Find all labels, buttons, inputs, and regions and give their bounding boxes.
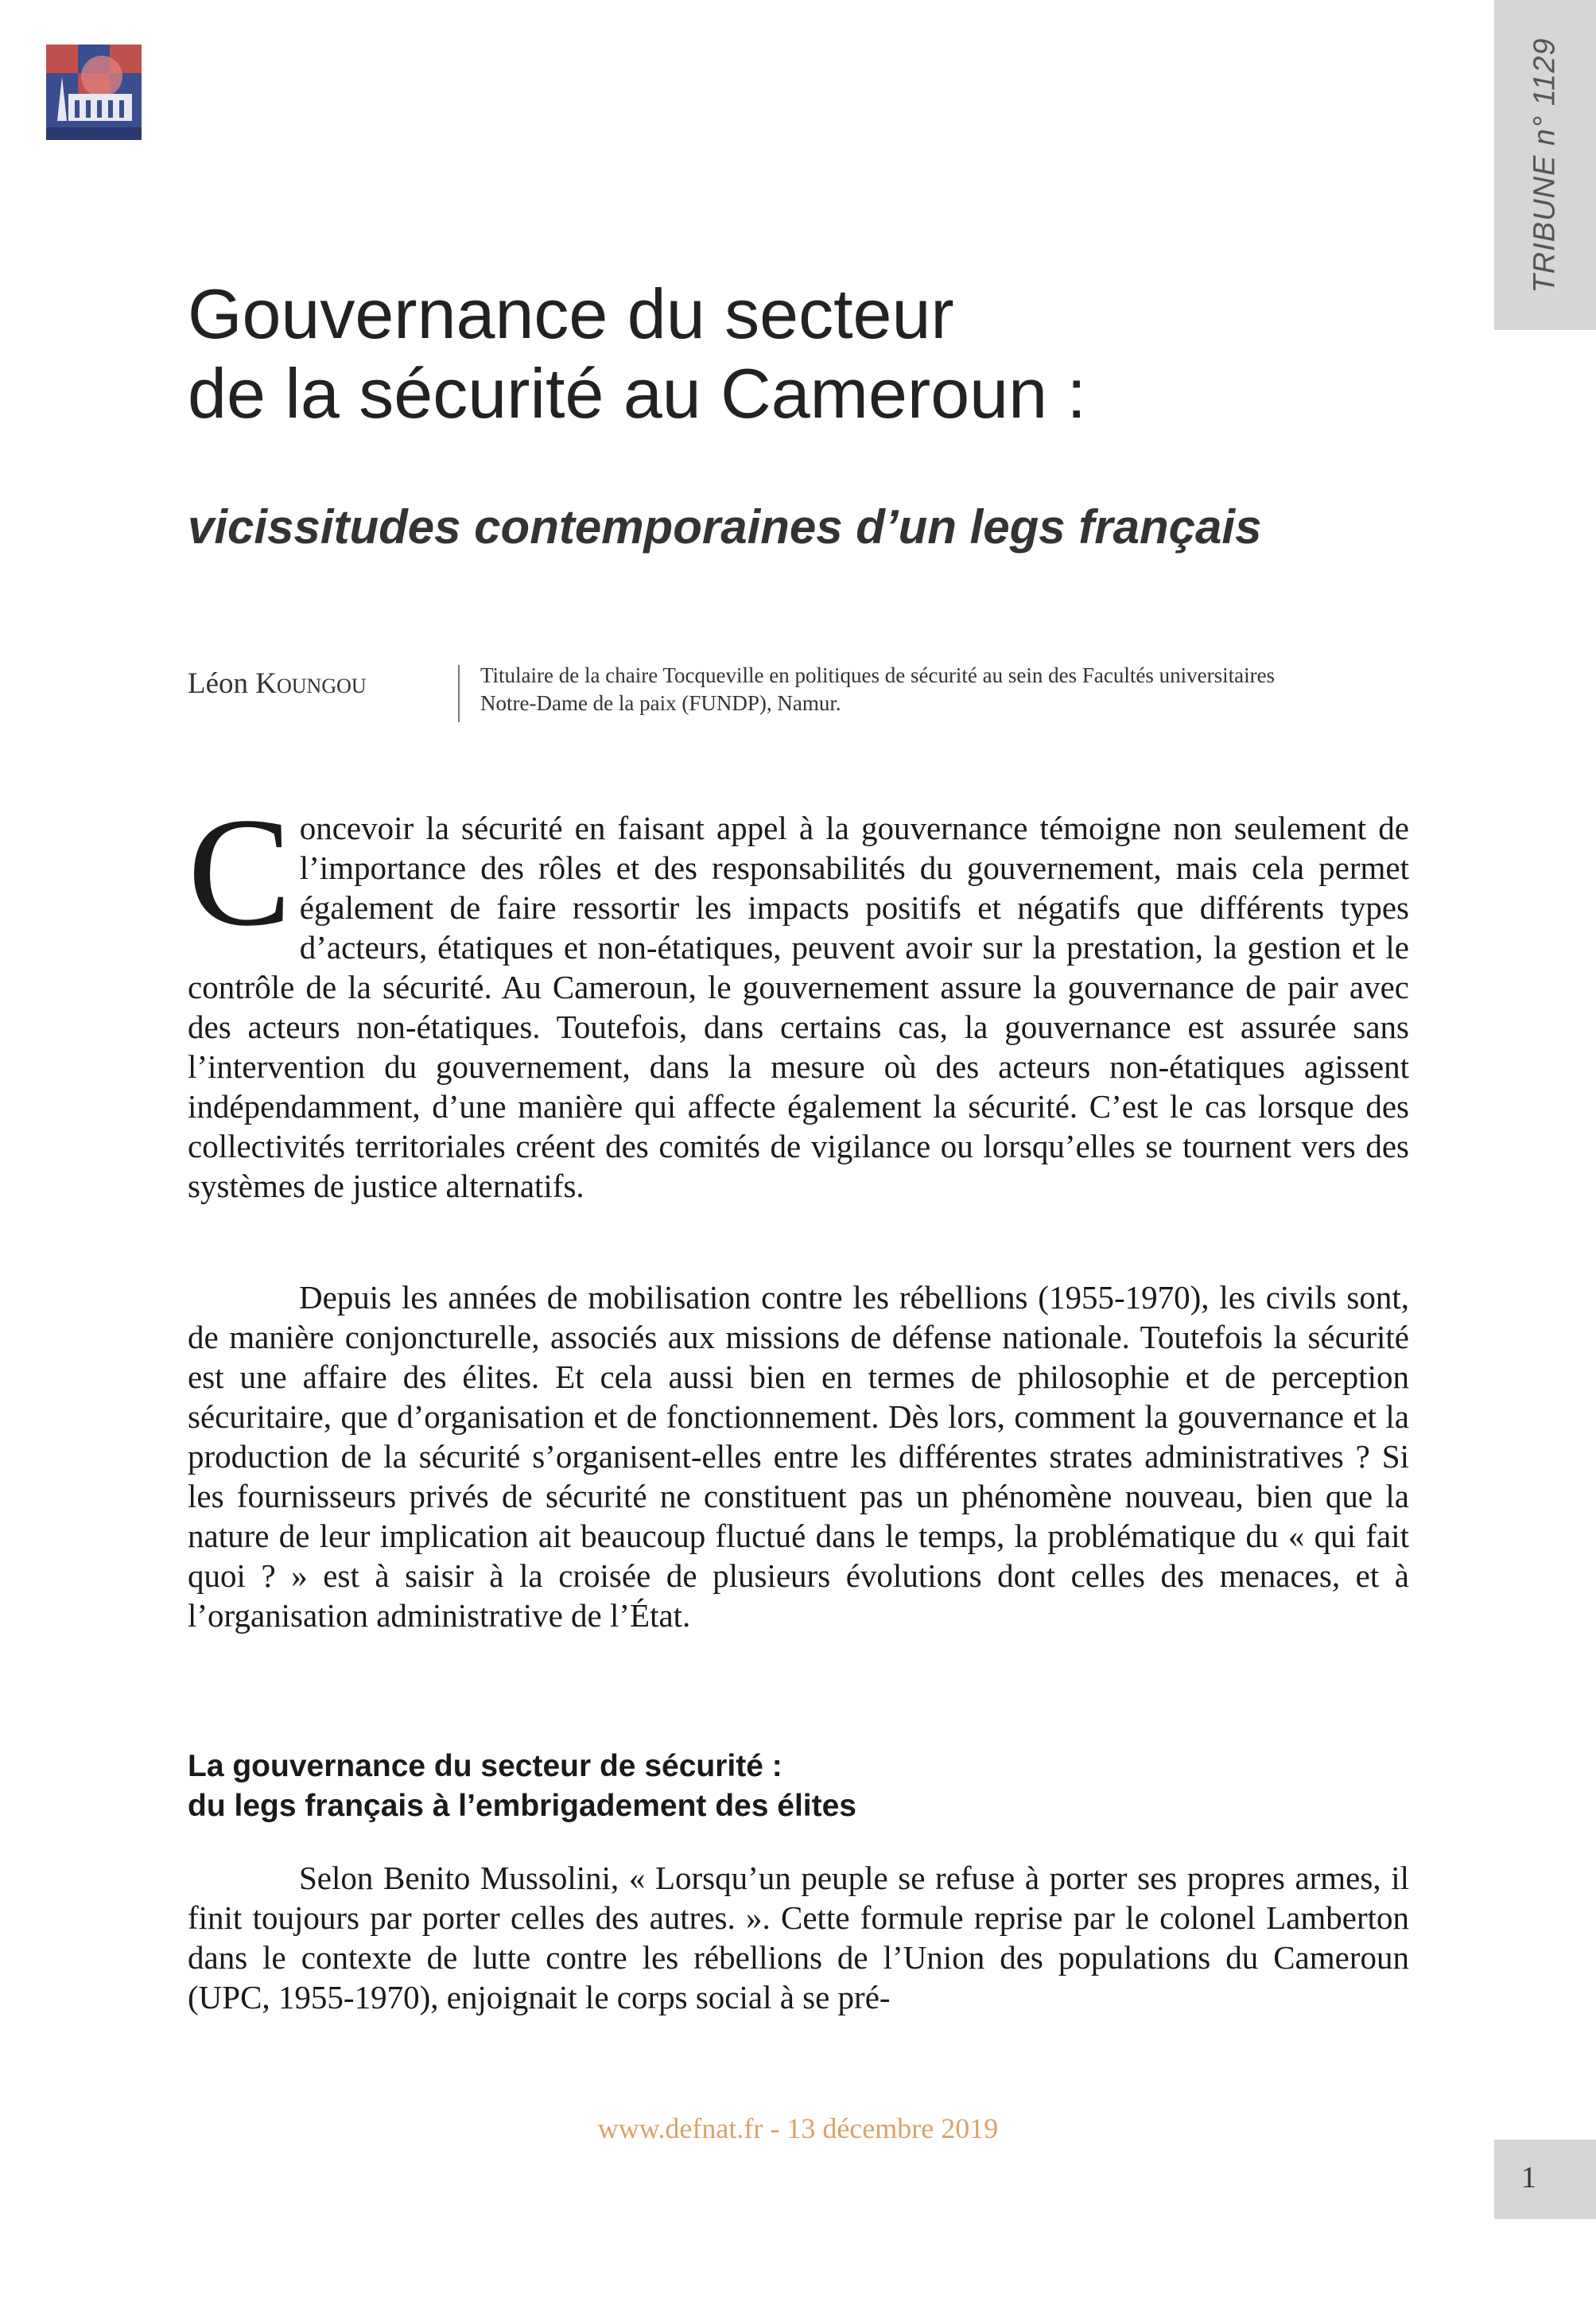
page-number: 1 <box>1521 2161 1536 2194</box>
logo-emblem-icon <box>46 45 142 140</box>
page-subtitle: vicissitudes contemporaines d’un legs français <box>188 500 1262 554</box>
paragraph-1 <box>188 786 1409 1206</box>
side-tab <box>1494 0 1596 330</box>
author-name <box>188 667 367 701</box>
affiliation-line-2: Notre-Dame de la paix (FUNDP), Namur. <box>480 690 841 715</box>
page-title <box>188 274 1428 434</box>
paragraph-3: Selon Benito Mussolini, « Lorsqu’un peuple se refuse à porter ses propres armes, il finit toujours par porter celles des autres. ». Cette formule reprise par le colonel Lamberton dans le contexte de lutte contre les rébellions de l’Union des populations du Cameroun (UPC, 1955-1970), enjoignait le corps social à se pré- <box>188 1860 1409 2015</box>
title-line-2: de la sécurité au Cameroun : <box>188 354 1086 433</box>
author-first-name: Léon <box>188 667 249 700</box>
footer-url-date[interactable]: www.defnat.fr - 13 décembre 2019 <box>597 2112 999 2144</box>
tribune-label: TRIBUNE n° 1129 <box>1528 37 1562 293</box>
drop-cap: C <box>188 786 292 958</box>
section-heading <box>188 1747 1409 1826</box>
section-heading-line-2: du legs français à l’embrigadement des élites <box>188 1789 856 1823</box>
logo <box>46 45 142 140</box>
page-number-box <box>1494 2140 1596 2219</box>
paragraph-2: Depuis les années de mobilisation contre les rébellions (1955-1970), les civils sont, de manière conjoncturelle, associés aux missions de défense nationale. Toutefois la sécurité est une affaire des élites. Et cela aussi bien en termes de philosophie et de perception sécuritaire, que d’organisation et de fonctionnement. Dès lors, comment la gouvernance et la production de la sécurité s’organisent-elles entre les différentes strates administratives ? Si les fournisseurs privés de sécurité ne constituent pas un phénomène nouveau, bien que la nature de leur implication ait beaucoup fluctué dans le temps, la problématique du « qui fait quoi ? » est à saisir à la croisée de plusieurs évolutions dont celles des menaces, et à l’organisation administrative de l’État. <box>188 1279 1409 1634</box>
author-last-name: Koungou <box>255 667 367 700</box>
author-affiliation <box>480 662 1419 717</box>
paragraph-1-text: oncevoir la sécurité en faisant appel à la gouvernance témoigne non seulement de l’importance des rôles et des responsabilités du gouvernement, mais cela permet également de faire ressortir les impacts positifs et négatifs que différents types d’acteurs, étatiques et non-étatiques, peuvent avoir sur la prestation, la gestion et le contrôle de la sécurité. Au Cameroun, le gouvernement assure la gouvernance de pair avec des acteurs non-étatiques. Toutefois, dans certains cas, la gouvernance est assurée sans l’intervention du gouvernement, dans la mesure où des acteurs non-étatiques agissent indépendamment, d’une manière qui affecte également la sécurité. C’est le cas lorsque des collectivités territoriales créent des comités de vigilance ou lorsqu’elles se tournent vers des systèmes de justice alternatifs. <box>188 810 1409 1204</box>
section-heading-line-1: La gouvernance du secteur de sécurité : <box>188 1749 782 1783</box>
title-line-1: Gouvernance du secteur <box>188 274 954 353</box>
author-divider <box>458 665 460 722</box>
affiliation-line-1: Titulaire de la chaire Tocqueville en politiques de sécurité au sein des Facultés universitaires <box>480 663 1276 687</box>
